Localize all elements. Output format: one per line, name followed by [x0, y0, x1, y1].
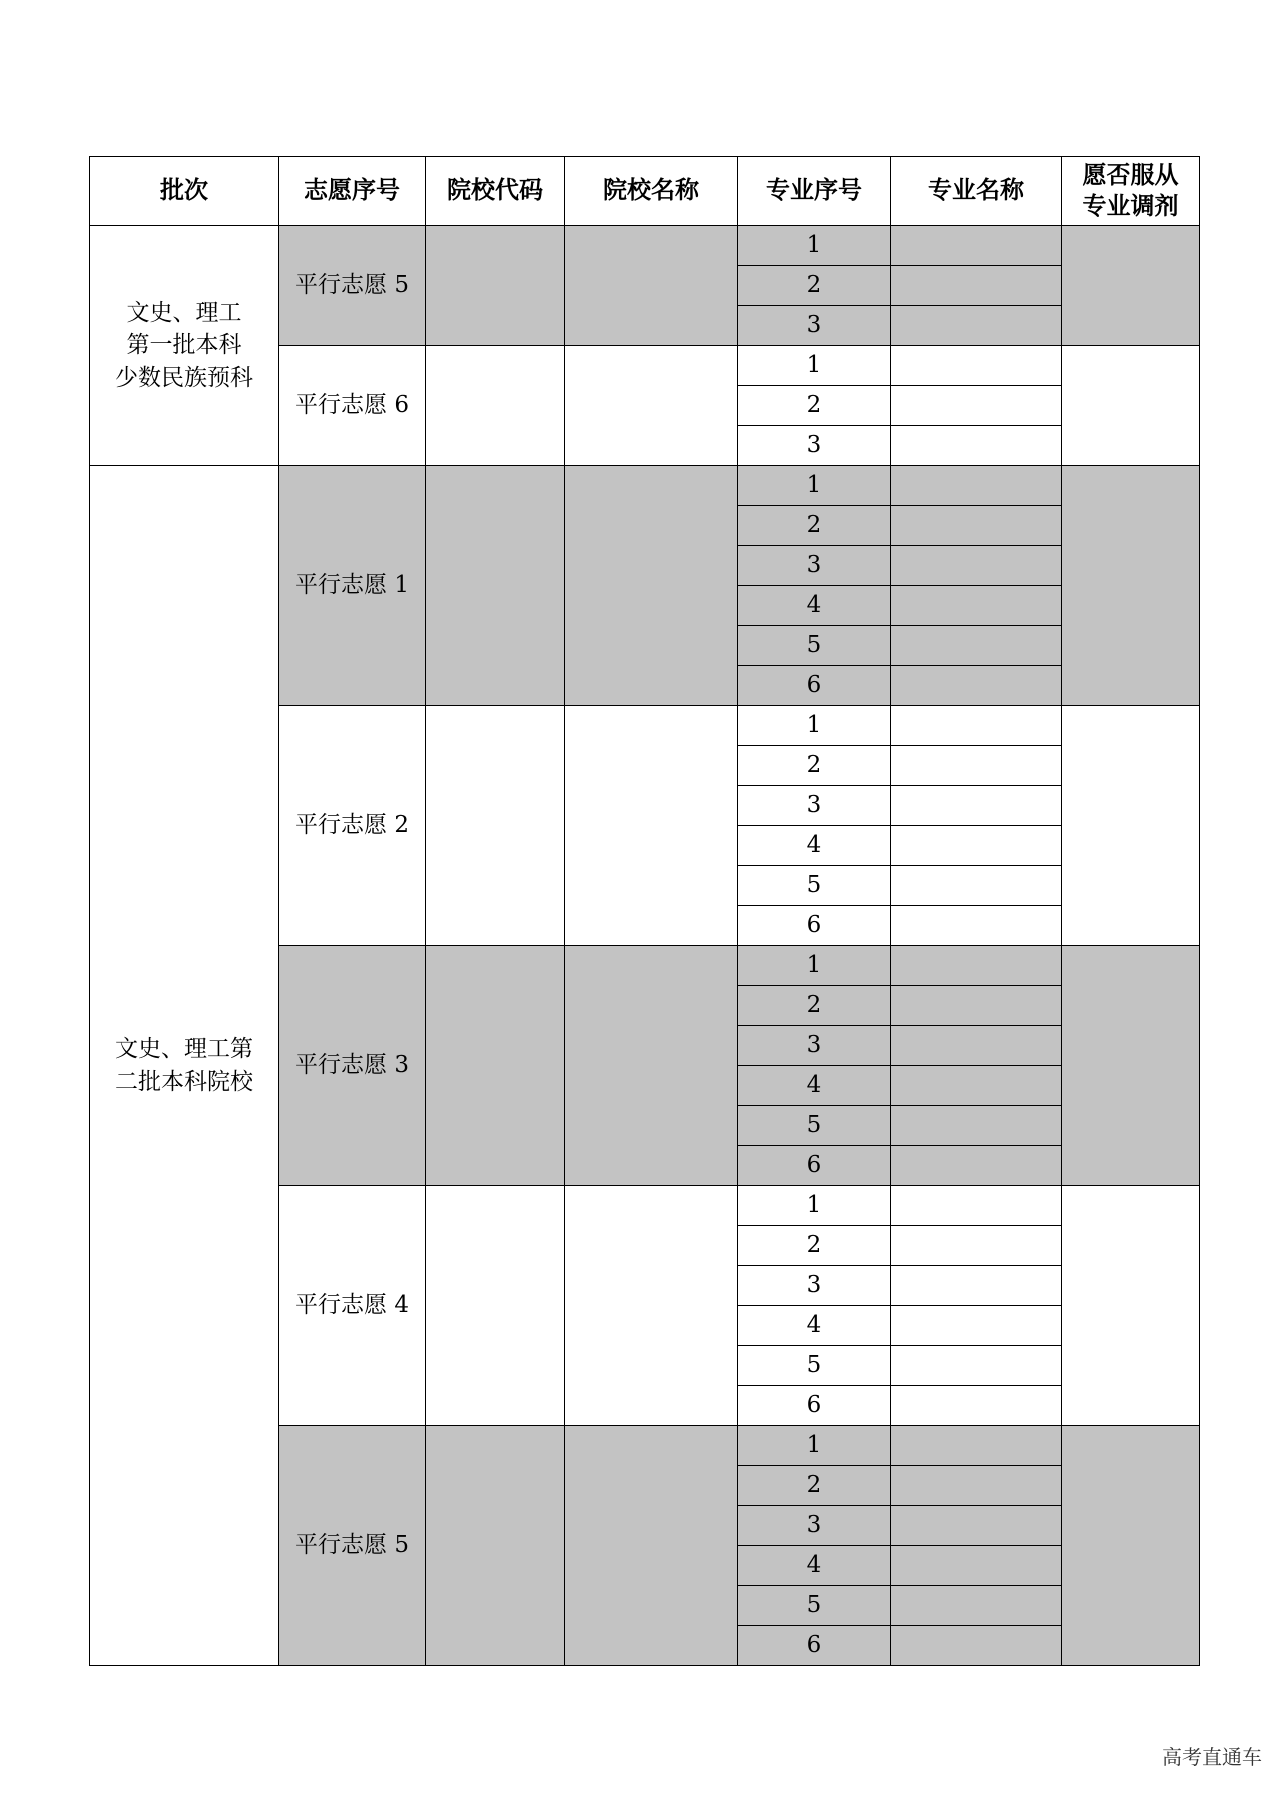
major-name-cell[interactable]: [891, 346, 1062, 386]
major-name-cell[interactable]: [891, 1066, 1062, 1106]
major-name-cell[interactable]: [891, 866, 1062, 906]
major-name-cell[interactable]: [891, 306, 1062, 346]
wish-label-cell: 平行志愿 6: [279, 346, 426, 466]
major-number-cell: 4: [738, 826, 891, 866]
major-number-cell: 6: [738, 1146, 891, 1186]
major-name-cell[interactable]: [891, 1226, 1062, 1266]
major-number-cell: 5: [738, 626, 891, 666]
major-number-cell: 1: [738, 1186, 891, 1226]
major-number-cell: 2: [738, 386, 891, 426]
major-name-cell[interactable]: [891, 1026, 1062, 1066]
major-name-cell[interactable]: [891, 986, 1062, 1026]
school-code-cell[interactable]: [426, 466, 565, 706]
school-code-cell[interactable]: [426, 1426, 565, 1666]
school-name-cell[interactable]: [565, 706, 738, 946]
major-number-cell: 6: [738, 666, 891, 706]
major-number-cell: 6: [738, 1626, 891, 1666]
major-name-cell[interactable]: [891, 386, 1062, 426]
major-number-cell: 4: [738, 586, 891, 626]
application-form-table: [89, 156, 1200, 1666]
major-name-cell[interactable]: [891, 1106, 1062, 1146]
major-number-cell: 1: [738, 706, 891, 746]
major-name-cell[interactable]: [891, 826, 1062, 866]
major-number-cell: 4: [738, 1066, 891, 1106]
major-number-cell: 3: [738, 1506, 891, 1546]
wish-label-cell: 平行志愿 4: [279, 1186, 426, 1426]
major-number-cell: 3: [738, 426, 891, 466]
major-name-cell[interactable]: [891, 546, 1062, 586]
major-number-cell: 3: [738, 546, 891, 586]
major-name-cell[interactable]: [891, 1346, 1062, 1386]
school-name-cell[interactable]: [565, 466, 738, 706]
major-number-cell: 4: [738, 1546, 891, 1586]
major-name-cell[interactable]: [891, 746, 1062, 786]
batch-name-cell: 文史、理工第 二批本科院校: [90, 466, 279, 1666]
header-school-code: 院校代码: [426, 157, 565, 226]
major-name-cell[interactable]: [891, 1266, 1062, 1306]
major-number-cell: 4: [738, 1306, 891, 1346]
major-name-cell[interactable]: [891, 426, 1062, 466]
major-name-cell[interactable]: [891, 786, 1062, 826]
major-number-cell: 3: [738, 1266, 891, 1306]
major-number-cell: 5: [738, 1346, 891, 1386]
wish-label-cell: 平行志愿 1: [279, 466, 426, 706]
major-name-cell[interactable]: [891, 1186, 1062, 1226]
major-number-cell: 3: [738, 786, 891, 826]
header-accept-adjustment: 愿否服从 专业调剂: [1062, 157, 1200, 226]
school-code-cell[interactable]: [426, 706, 565, 946]
major-name-cell[interactable]: [891, 1146, 1062, 1186]
major-name-cell[interactable]: [891, 266, 1062, 306]
major-name-cell[interactable]: [891, 706, 1062, 746]
major-name-cell[interactable]: [891, 946, 1062, 986]
header-major-name: 专业名称: [891, 157, 1062, 226]
major-number-cell: 1: [738, 946, 891, 986]
major-name-cell[interactable]: [891, 1386, 1062, 1426]
major-number-cell: 1: [738, 226, 891, 266]
wish-label-cell: 平行志愿 2: [279, 706, 426, 946]
wish-label-cell: 平行志愿 3: [279, 946, 426, 1186]
major-number-cell: 2: [738, 266, 891, 306]
major-number-cell: 3: [738, 306, 891, 346]
table-row: [90, 466, 1200, 506]
school-code-cell[interactable]: [426, 1186, 565, 1426]
accept-adjustment-cell[interactable]: [1062, 226, 1200, 346]
major-name-cell[interactable]: [891, 506, 1062, 546]
major-name-cell[interactable]: [891, 1546, 1062, 1586]
major-name-cell[interactable]: [891, 1626, 1062, 1666]
header-batch: 批次: [90, 157, 279, 226]
accept-adjustment-cell[interactable]: [1062, 346, 1200, 466]
major-number-cell: 6: [738, 906, 891, 946]
major-number-cell: 5: [738, 1586, 891, 1626]
major-name-cell[interactable]: [891, 906, 1062, 946]
major-name-cell[interactable]: [891, 586, 1062, 626]
major-number-cell: 1: [738, 1426, 891, 1466]
watermark: 高考直通车: [1162, 1745, 1262, 1769]
major-name-cell[interactable]: [891, 226, 1062, 266]
accept-adjustment-cell[interactable]: [1062, 706, 1200, 946]
accept-adjustment-cell[interactable]: [1062, 946, 1200, 1186]
major-number-cell: 5: [738, 866, 891, 906]
batch-name-cell: 文史、理工 第一批本科 少数民族预科: [90, 226, 279, 466]
major-name-cell[interactable]: [891, 1426, 1062, 1466]
major-name-cell[interactable]: [891, 1586, 1062, 1626]
accept-adjustment-cell[interactable]: [1062, 466, 1200, 706]
major-number-cell: 2: [738, 1466, 891, 1506]
school-name-cell[interactable]: [565, 226, 738, 346]
wish-label-cell: 平行志愿 5: [279, 226, 426, 346]
major-number-cell: 2: [738, 1226, 891, 1266]
major-number-cell: 3: [738, 1026, 891, 1066]
major-number-cell: 1: [738, 466, 891, 506]
accept-adjustment-cell[interactable]: [1062, 1186, 1200, 1426]
major-name-cell[interactable]: [891, 1306, 1062, 1346]
table-row: [90, 226, 1200, 266]
header-wish-number: 志愿序号: [279, 157, 426, 226]
major-number-cell: 2: [738, 746, 891, 786]
school-name-cell[interactable]: [565, 1186, 738, 1426]
major-name-cell[interactable]: [891, 1506, 1062, 1546]
major-name-cell[interactable]: [891, 1466, 1062, 1506]
major-name-cell[interactable]: [891, 626, 1062, 666]
header-row: [90, 157, 1200, 226]
school-name-cell[interactable]: [565, 946, 738, 1186]
school-name-cell[interactable]: [565, 1426, 738, 1666]
school-code-cell[interactable]: [426, 346, 565, 466]
major-number-cell: 2: [738, 986, 891, 1026]
major-number-cell: 1: [738, 346, 891, 386]
major-number-cell: 5: [738, 1106, 891, 1146]
header-school-name: 院校名称: [565, 157, 738, 226]
major-number-cell: 6: [738, 1386, 891, 1426]
header-major-number: 专业序号: [738, 157, 891, 226]
school-code-cell[interactable]: [426, 946, 565, 1186]
school-name-cell[interactable]: [565, 346, 738, 466]
school-code-cell[interactable]: [426, 226, 565, 346]
major-number-cell: 2: [738, 506, 891, 546]
accept-adjustment-cell[interactable]: [1062, 1426, 1200, 1666]
major-name-cell[interactable]: [891, 466, 1062, 506]
major-name-cell[interactable]: [891, 666, 1062, 706]
wish-label-cell: 平行志愿 5: [279, 1426, 426, 1666]
